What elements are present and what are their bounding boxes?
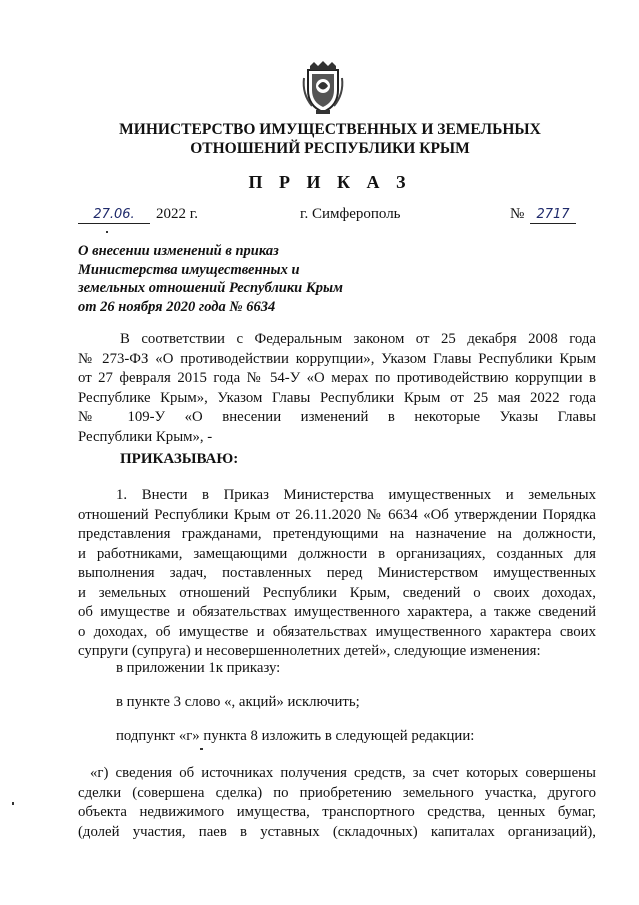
subject-line: О внесении изменений в приказ — [78, 243, 279, 259]
ministry-name — [60, 120, 600, 158]
item-1-paragraph — [78, 486, 596, 662]
subpoint-line: подпункт «г» пункта 8 изложить в следующей редакции: — [116, 728, 475, 744]
subject-line: земельных отношений Республики Крым — [78, 280, 343, 296]
scan-speck — [200, 748, 203, 750]
handwritten-order-number: 2717 — [530, 206, 576, 224]
point-3-line: в пункте 3 слово «, акций» исключить; — [116, 694, 360, 710]
paragraph-line: супруги (супруга) и несовершеннолетних детей», следующие изменения: — [78, 643, 541, 659]
paragraph-line: представления гражданами, претендующими на назначение на должности, — [78, 526, 596, 542]
scan-speck — [106, 231, 108, 233]
paragraph-line: № 273-ФЗ «О противодействии коррупции», Указом Главы Республики Крым — [78, 350, 596, 367]
ministry-name-line-2: ОТНОШЕНИЙ РЕСПУБЛИКИ КРЫМ — [190, 140, 470, 157]
appendix-line: в приложении 1к приказу: — [116, 660, 281, 676]
paragraph-line: о доходах, об имуществе и обязательствах имущественного характера своих — [78, 623, 596, 640]
paragraph-line: «г) сведения об источниках получения средств, за счет которых совершены — [90, 765, 596, 781]
paragraph-line: № 109-У «О внесении изменений в некоторые Указы Главы — [78, 409, 596, 425]
paragraph-line: от 27 февраля 2015 года № 54-У «О мерах по противодействию коррупции в — [78, 370, 596, 386]
paragraph-line: и земельных отношений Республики Крым, сведений о своих доходах, — [78, 584, 596, 601]
order-year: 2022 г. — [156, 206, 198, 222]
quoted-amendment — [78, 764, 596, 842]
paragraph-line: отношений Республики Крым от 26.11.2020 № 6634 «Об утверждении Порядка — [78, 506, 596, 523]
order-meta-row — [78, 206, 598, 228]
paragraph-line: (долей участия, паев в уставных (складочных) капиталах организаций), — [78, 823, 596, 840]
paragraph-line: Республике Крым», Указом Главы Республики Крым от 25 мая 2022 года — [78, 389, 596, 406]
decree-word: ПРИКАЗЫВАЮ: — [120, 451, 239, 467]
subject-line: от 26 ноября 2020 года № 6634 — [78, 298, 276, 315]
subject-line: Министерства имущественных и — [78, 261, 300, 278]
preamble-paragraph — [78, 330, 596, 447]
order-city: г. Симферополь — [300, 206, 401, 222]
paragraph-line: 1. Внести в Приказ Министерства имущественных и земельных — [116, 487, 596, 503]
crimea-coat-of-arms-icon — [300, 60, 346, 116]
paragraph-line: сделки (совершена сделка) по приобретению земельного участка, другого — [78, 784, 596, 801]
scan-speck — [12, 802, 14, 805]
order-title: П Р И К А З — [248, 172, 412, 192]
order-subject — [78, 242, 378, 316]
paragraph-line: об имуществе и обязательствах имущественного характера, а также сведений — [78, 604, 596, 620]
paragraph-line: В соответствии с Федеральным законом от 25 декабря 2008 года — [120, 331, 596, 347]
number-sign: № — [510, 206, 525, 222]
ministry-name-line-1: МИНИСТЕРСТВО ИМУЩЕСТВЕННЫХ И ЗЕМЕЛЬНЫХ — [119, 121, 541, 138]
paragraph-line: Республики Крым», - — [78, 428, 213, 445]
handwritten-date: 27.06. — [78, 206, 150, 224]
paragraph-line: объекта недвижимого имущества, транспортного средства, ценных бумаг, — [78, 804, 596, 820]
paragraph-line: выполнения задач, поставленных перед Министерством имущественных — [78, 565, 596, 581]
paragraph-line: и работниками, замещающими должности в организациях, созданных для — [78, 545, 596, 562]
